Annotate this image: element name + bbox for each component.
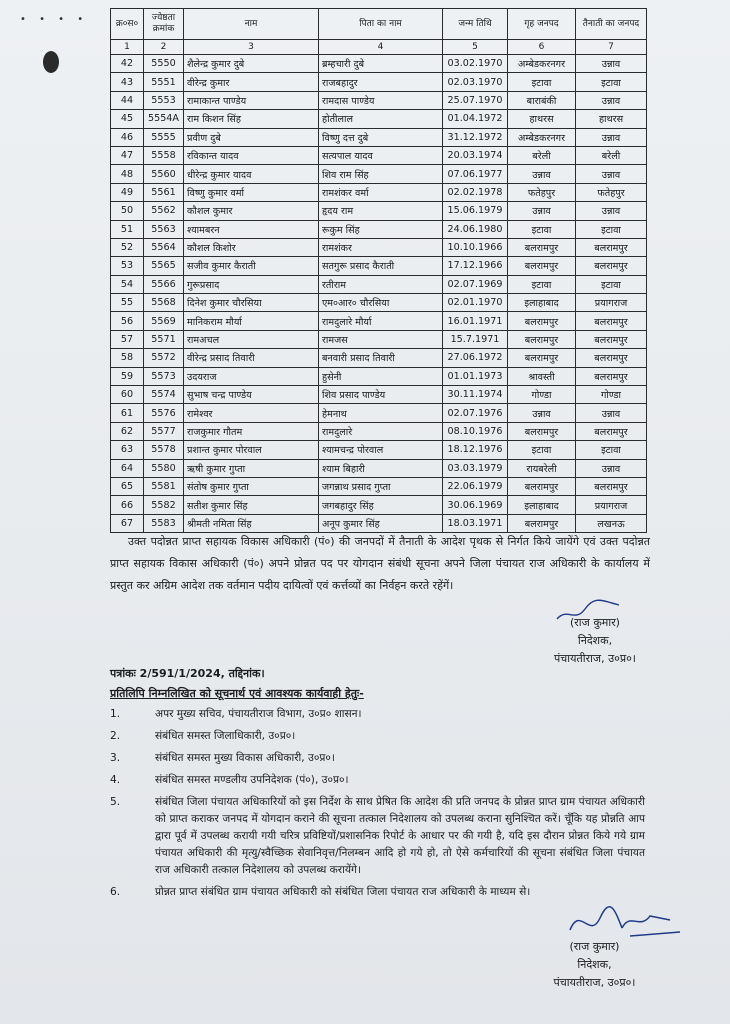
table-cell: रामदास पाण्डेय [319, 91, 443, 109]
table-cell: 5566 [144, 275, 184, 293]
punch-hole [43, 51, 59, 73]
signatory-name: (राज कुमार) [570, 616, 620, 629]
table-cell: बलरामपुर [576, 238, 647, 256]
signatory-dept: पंचायतीराज, उ०प्र०। [554, 652, 636, 665]
table-cell: श्यामचन्द्र पोरवाल [319, 441, 443, 459]
table-cell: कौशल कुमार [184, 202, 319, 220]
table-cell: हाथरस [576, 110, 647, 128]
table-cell: लखनऊ [576, 514, 647, 532]
table-cell: बलरामपुर [508, 477, 576, 495]
col-header: नाम [184, 9, 319, 40]
table-cell: 5582 [144, 496, 184, 514]
table-cell: 5583 [144, 514, 184, 532]
table-cell: 45 [111, 110, 144, 128]
table-cell: श्यामबरन [184, 220, 319, 238]
table-cell: सुभाष चन्द्र पाण्डेय [184, 386, 319, 404]
table-row [111, 404, 647, 422]
col-number: 5 [443, 40, 508, 55]
table-cell: रविकान्त यादव [184, 146, 319, 164]
table-cell: 66 [111, 496, 144, 514]
table-cell: 5550 [144, 55, 184, 73]
table-cell: 60 [111, 386, 144, 404]
table-cell: 5577 [144, 422, 184, 440]
table-row [111, 257, 647, 275]
table-cell: 44 [111, 91, 144, 109]
table-cell: इटावा [508, 441, 576, 459]
table-cell: बलरामपुर [576, 422, 647, 440]
table-cell: इटावा [508, 73, 576, 91]
signature-block-1 [540, 614, 650, 668]
table-cell: 5572 [144, 349, 184, 367]
table-row [111, 477, 647, 495]
column-number-row [111, 40, 647, 55]
table-cell: इलाहाबाद [508, 496, 576, 514]
table-cell: 02.07.1976 [443, 404, 508, 422]
table-cell: 01.01.1973 [443, 367, 508, 385]
table-cell: 02.02.1978 [443, 183, 508, 201]
table-cell: शैलेन्द्र कुमार दुबे [184, 55, 319, 73]
table-cell: 5565 [144, 257, 184, 275]
table-cell: संतोष कुमार गुप्ता [184, 477, 319, 495]
table-header-row [111, 9, 647, 40]
table-cell: बलरामपुर [576, 312, 647, 330]
col-number: 3 [184, 40, 319, 55]
table-cell: 53 [111, 257, 144, 275]
col-header: क्र०स० [111, 9, 144, 40]
table-cell: इटावा [508, 275, 576, 293]
table-cell: मानिकराम मौर्या [184, 312, 319, 330]
table-cell: 07.06.1977 [443, 165, 508, 183]
table-cell: 15.7.1971 [443, 330, 508, 348]
list-item: 4. संबंधित समस्त मण्डलीय उपनिदेशक (पं०), उ०प्र०। [110, 774, 349, 786]
table-cell: इटावा [508, 220, 576, 238]
list-item: 1. अपर मुख्य सचिव, पंचायतीराज विभाग, उ०प्र० शासन। [110, 708, 362, 720]
table-cell: रामाकान्त पाण्डेय [184, 91, 319, 109]
table-cell: 5568 [144, 294, 184, 312]
table-cell: 42 [111, 55, 144, 73]
table-cell: वीरेन्द्र कुमार [184, 73, 319, 91]
col-header: तैनाती का जनपद [576, 9, 647, 40]
table-cell: ब्रम्हचारी दुबे [319, 55, 443, 73]
table-cell: होतीलाल [319, 110, 443, 128]
table-cell: इटावा [576, 275, 647, 293]
table-cell: बरेली [508, 146, 576, 164]
col-header: गृह जनपद [508, 9, 576, 40]
table-cell: 5555 [144, 128, 184, 146]
table-cell: शिव राम सिंह [319, 165, 443, 183]
signature-block-2 [537, 938, 652, 992]
promotion-table [110, 8, 647, 533]
table-cell: 5580 [144, 459, 184, 477]
table-row [111, 55, 647, 73]
table-cell: 5554A [144, 110, 184, 128]
table-cell: राजबहादुर [319, 73, 443, 91]
list-item: 3. संबंधित समस्त मुख्य विकास अधिकारी, उ०प्र०। [110, 752, 335, 764]
table-cell: 5551 [144, 73, 184, 91]
table-cell: गोण्डा [576, 386, 647, 404]
col-number: 1 [111, 40, 144, 55]
table-cell: 46 [111, 128, 144, 146]
table-cell: 16.01.1971 [443, 312, 508, 330]
table-cell: बलरामपुर [508, 422, 576, 440]
table-cell: 5573 [144, 367, 184, 385]
table-cell: 03.03.1979 [443, 459, 508, 477]
table-row [111, 202, 647, 220]
table-cell: 5564 [144, 238, 184, 256]
table-cell: सतगुरू प्रसाद कैराती [319, 257, 443, 275]
table-cell: इटावा [576, 220, 647, 238]
copy-to-heading: प्रतिलिपि निम्नलिखित को सूचनार्थ एवं आवश्यक कार्यवाही हेतुः- [110, 687, 364, 700]
table-cell: 27.06.1972 [443, 349, 508, 367]
table-cell: सत्यपाल यादव [319, 146, 443, 164]
table-cell: 61 [111, 404, 144, 422]
table-cell: 18.03.1971 [443, 514, 508, 532]
table-cell: प्रवीण दुबे [184, 128, 319, 146]
table-cell: फतेहपुर [576, 183, 647, 201]
table-row [111, 146, 647, 164]
table-cell: रामजस [319, 330, 443, 348]
table-cell: 50 [111, 202, 144, 220]
table-cell: हृदय राम [319, 202, 443, 220]
table-cell: 55 [111, 294, 144, 312]
table-cell: वीरेन्द्र प्रसाद तिवारी [184, 349, 319, 367]
col-number: 6 [508, 40, 576, 55]
table-cell: गुरूप्रसाद [184, 275, 319, 293]
table-cell: बलरामपुर [508, 257, 576, 275]
table-cell: श्रावस्ती [508, 367, 576, 385]
table-cell: 03.02.1970 [443, 55, 508, 73]
signatory-designation: निदेशक, [577, 634, 613, 647]
table-cell: बलरामपुर [508, 238, 576, 256]
table-cell: 49 [111, 183, 144, 201]
table-row [111, 275, 647, 293]
table-cell: एम०आर० चौरसिया [319, 294, 443, 312]
table-cell: रूकुम सिंह [319, 220, 443, 238]
reference-number: पत्रांकः 2/591/1/2024, तद्दिनांक। [110, 667, 265, 680]
table-cell: 15.06.1979 [443, 202, 508, 220]
table-row [111, 73, 647, 91]
table-cell: बलरामपुर [508, 312, 576, 330]
table-cell: 5581 [144, 477, 184, 495]
signatory-name: (राज कुमार) [569, 940, 620, 953]
table-cell: 43 [111, 73, 144, 91]
scan-dots: • • • • [20, 14, 89, 25]
table-cell: इटावा [576, 441, 647, 459]
table-cell: धीरेन्द्र कुमार यादव [184, 165, 319, 183]
table-cell: बलरामपुर [576, 257, 647, 275]
table-cell: बलरामपुर [508, 330, 576, 348]
table-cell: 47 [111, 146, 144, 164]
table-row [111, 496, 647, 514]
table-cell: विष्णु कुमार वर्मा [184, 183, 319, 201]
table-cell: प्रशान्त कुमार पोरवाल [184, 441, 319, 459]
table-row [111, 128, 647, 146]
table-cell: उदयराज [184, 367, 319, 385]
table-cell: 58 [111, 349, 144, 367]
table-cell: 48 [111, 165, 144, 183]
table-cell: उन्नाव [576, 55, 647, 73]
table-cell: 02.01.1970 [443, 294, 508, 312]
table-cell: बलरामपुर [508, 349, 576, 367]
table-cell: 5553 [144, 91, 184, 109]
table-cell: 65 [111, 477, 144, 495]
table-cell: 52 [111, 238, 144, 256]
list-item: 2. संबंधित समस्त जिलाधिकारी, उ०प्र०। [110, 730, 296, 742]
table-cell: कौशल किशोर [184, 238, 319, 256]
signatory-designation: निदेशक, [577, 958, 612, 971]
table-cell: 5569 [144, 312, 184, 330]
table-cell: 30.06.1969 [443, 496, 508, 514]
col-header: पिता का नाम [319, 9, 443, 40]
table-cell: राम किशन सिंह [184, 110, 319, 128]
table-cell: 5561 [144, 183, 184, 201]
table-cell: उन्नाव [576, 459, 647, 477]
table-row [111, 183, 647, 201]
table-cell: बनवारी प्रसाद तिवारी [319, 349, 443, 367]
table-cell: 17.12.1966 [443, 257, 508, 275]
table-cell: दिनेश कुमार चौरसिया [184, 294, 319, 312]
table-cell: 5578 [144, 441, 184, 459]
table-cell: बलरामपुर [576, 330, 647, 348]
table-cell: जगन्नाथ प्रसाद गुप्ता [319, 477, 443, 495]
table-cell: 5563 [144, 220, 184, 238]
table-cell: 51 [111, 220, 144, 238]
list-item: 6. प्रोन्नत प्राप्त संबंधित ग्राम पंचायत अधिकारी को संबंधित जिला पंचायत राज अधिकारी के माध्यम से। [110, 886, 531, 898]
table-cell: 5562 [144, 202, 184, 220]
table-cell: उन्नाव [576, 91, 647, 109]
table-cell: श्याम बिहारी [319, 459, 443, 477]
table-cell: 5576 [144, 404, 184, 422]
table-cell: अम्बेडकरनगर [508, 55, 576, 73]
table-cell: हेमनाथ [319, 404, 443, 422]
table-row [111, 110, 647, 128]
table-cell: उन्नाव [576, 165, 647, 183]
table-cell: 20.03.1974 [443, 146, 508, 164]
table-cell: रामशंकर वर्मा [319, 183, 443, 201]
table-cell: उन्नाव [576, 404, 647, 422]
table-cell: रतीराम [319, 275, 443, 293]
table-row [111, 312, 647, 330]
table-cell: 10.10.1966 [443, 238, 508, 256]
table-cell: प्रयागराज [576, 294, 647, 312]
col-header: जन्म तिथि [443, 9, 508, 40]
table-row [111, 349, 647, 367]
table-cell: बलरामपुर [576, 367, 647, 385]
table-cell: 08.10.1976 [443, 422, 508, 440]
table-cell: रामअचल [184, 330, 319, 348]
table-cell: 18.12.1976 [443, 441, 508, 459]
order-paragraph: उक्त पदोन्नत प्राप्त सहायक विकास अधिकारी (पं०) की जनपदों में तैनाती के आदेश पृथक से निर्गत किये जायेंगे एवं उक्त पदोन्नत प्राप्त सहायक विकास अधिकारी (पं०) अपने प्रोन्नत पद पर योगदान संबंधी सूचना अपने जिला पंचायत राज अधिकारी के कार्यालय में प्रस्तुत कर अग्रिम आदेश तक वर्तमान पदीय दायित्वों एवं कर्त्तव्यों का निर्वहन करते रहेंगें। [110, 535, 650, 592]
table-cell: सतीश कुमार सिंह [184, 496, 319, 514]
table-row [111, 220, 647, 238]
table-cell: 5560 [144, 165, 184, 183]
col-header: ज्येष्ठता क्रमांक [144, 9, 184, 40]
table-cell: 5574 [144, 386, 184, 404]
table-cell: 56 [111, 312, 144, 330]
table-cell: सजीव कुमार कैराती [184, 257, 319, 275]
table-row [111, 441, 647, 459]
table-cell: गोण्डा [508, 386, 576, 404]
table-cell: उन्नाव [508, 202, 576, 220]
table-cell: बाराबंकी [508, 91, 576, 109]
table-cell: श्रीमती नमिता सिंह [184, 514, 319, 532]
table-cell: रामेश्वर [184, 404, 319, 422]
table-row [111, 165, 647, 183]
table-cell: 59 [111, 367, 144, 385]
table-row [111, 367, 647, 385]
table-row [111, 386, 647, 404]
signatory-dept: पंचायतीराज, उ०प्र०। [553, 976, 636, 989]
col-number: 7 [576, 40, 647, 55]
table-cell: इलाहाबाद [508, 294, 576, 312]
table-cell: 01.04.1972 [443, 110, 508, 128]
col-number: 4 [319, 40, 443, 55]
table-cell: उन्नाव [508, 165, 576, 183]
table-cell: हुसेनी [319, 367, 443, 385]
distribution-list [110, 706, 645, 906]
table-cell: प्रयागराज [576, 496, 647, 514]
table-cell: 02.03.1970 [443, 73, 508, 91]
table-row [111, 294, 647, 312]
table-cell: अम्बेडकरनगर [508, 128, 576, 146]
table-cell: 31.12.1972 [443, 128, 508, 146]
table-cell: रायबरेली [508, 459, 576, 477]
table-cell: रामशंकर [319, 238, 443, 256]
table-cell: 30.11.1974 [443, 386, 508, 404]
table-cell: 67 [111, 514, 144, 532]
table-cell: 02.07.1969 [443, 275, 508, 293]
table-cell: 5558 [144, 146, 184, 164]
table-cell: उन्नाव [508, 404, 576, 422]
table-cell: 24.06.1980 [443, 220, 508, 238]
table-cell: रामदुलारे [319, 422, 443, 440]
table-cell: शिव प्रसाद पाण्डेय [319, 386, 443, 404]
table-row [111, 91, 647, 109]
table-cell: 63 [111, 441, 144, 459]
table-cell: उन्नाव [576, 128, 647, 146]
table-cell: ऋषी कुमार गुप्ता [184, 459, 319, 477]
table-cell: बलरामपुर [508, 514, 576, 532]
table-cell: जगबहादुर सिंह [319, 496, 443, 514]
table-row [111, 459, 647, 477]
table-cell: फतेहपुर [508, 183, 576, 201]
table-cell: अनूप कुमार सिंह [319, 514, 443, 532]
table-cell: उन्नाव [576, 202, 647, 220]
table-cell: राजकुमार गौतम [184, 422, 319, 440]
table-cell: 57 [111, 330, 144, 348]
table-cell: 62 [111, 422, 144, 440]
table-cell: बलरामपुर [576, 349, 647, 367]
table-row [111, 514, 647, 532]
table-cell: 64 [111, 459, 144, 477]
table-row [111, 422, 647, 440]
list-item: 5. संबंधित जिला पंचायत अधिकारियों को इस निर्देश के साथ प्रेषित कि आदेश की प्रति जनपद के प्रोन्नत प्राप्त ग्राम पंचायत अधिकारी को प्राप्त कराकर जनपद में योगदान कराने की सूचना तत्काल निदेशालय को उपलब्ध कराना सुनिश्चित करें। चूँकि यह प्रोन्नति आप द्वारा पूर्व में उपलब्ध करायी गयी चरित्र प्रविष्टियों/प्रशासनिक रिपोर्ट के आधार पर की गयी है, यदि इस दौरान प्रोन्नत किये गये ग्राम पंचायत अधिकारी की मृत्यु/स्वैच्छिक सेवानिवृत्त/निलम्बन आदि हो गये हो, तो ऐसे कर्मचारियों की सूचना संबंधित जिला पंचायत राज अधिकारी तत्काल निदेशालय को उपलब्ध करायेंगे। [110, 796, 645, 876]
table-cell: 25.07.1970 [443, 91, 508, 109]
table-cell: बरेली [576, 146, 647, 164]
table-cell: 54 [111, 275, 144, 293]
table-cell: 22.06.1979 [443, 477, 508, 495]
col-number: 2 [144, 40, 184, 55]
table-cell: हाथरस [508, 110, 576, 128]
table-row [111, 330, 647, 348]
table-cell: रामदुलारे मौर्या [319, 312, 443, 330]
table-cell: 5571 [144, 330, 184, 348]
table-cell: विष्णु दत्त दुबे [319, 128, 443, 146]
table-cell: इटावा [576, 73, 647, 91]
table-cell: बलरामपुर [576, 477, 647, 495]
table-row [111, 238, 647, 256]
